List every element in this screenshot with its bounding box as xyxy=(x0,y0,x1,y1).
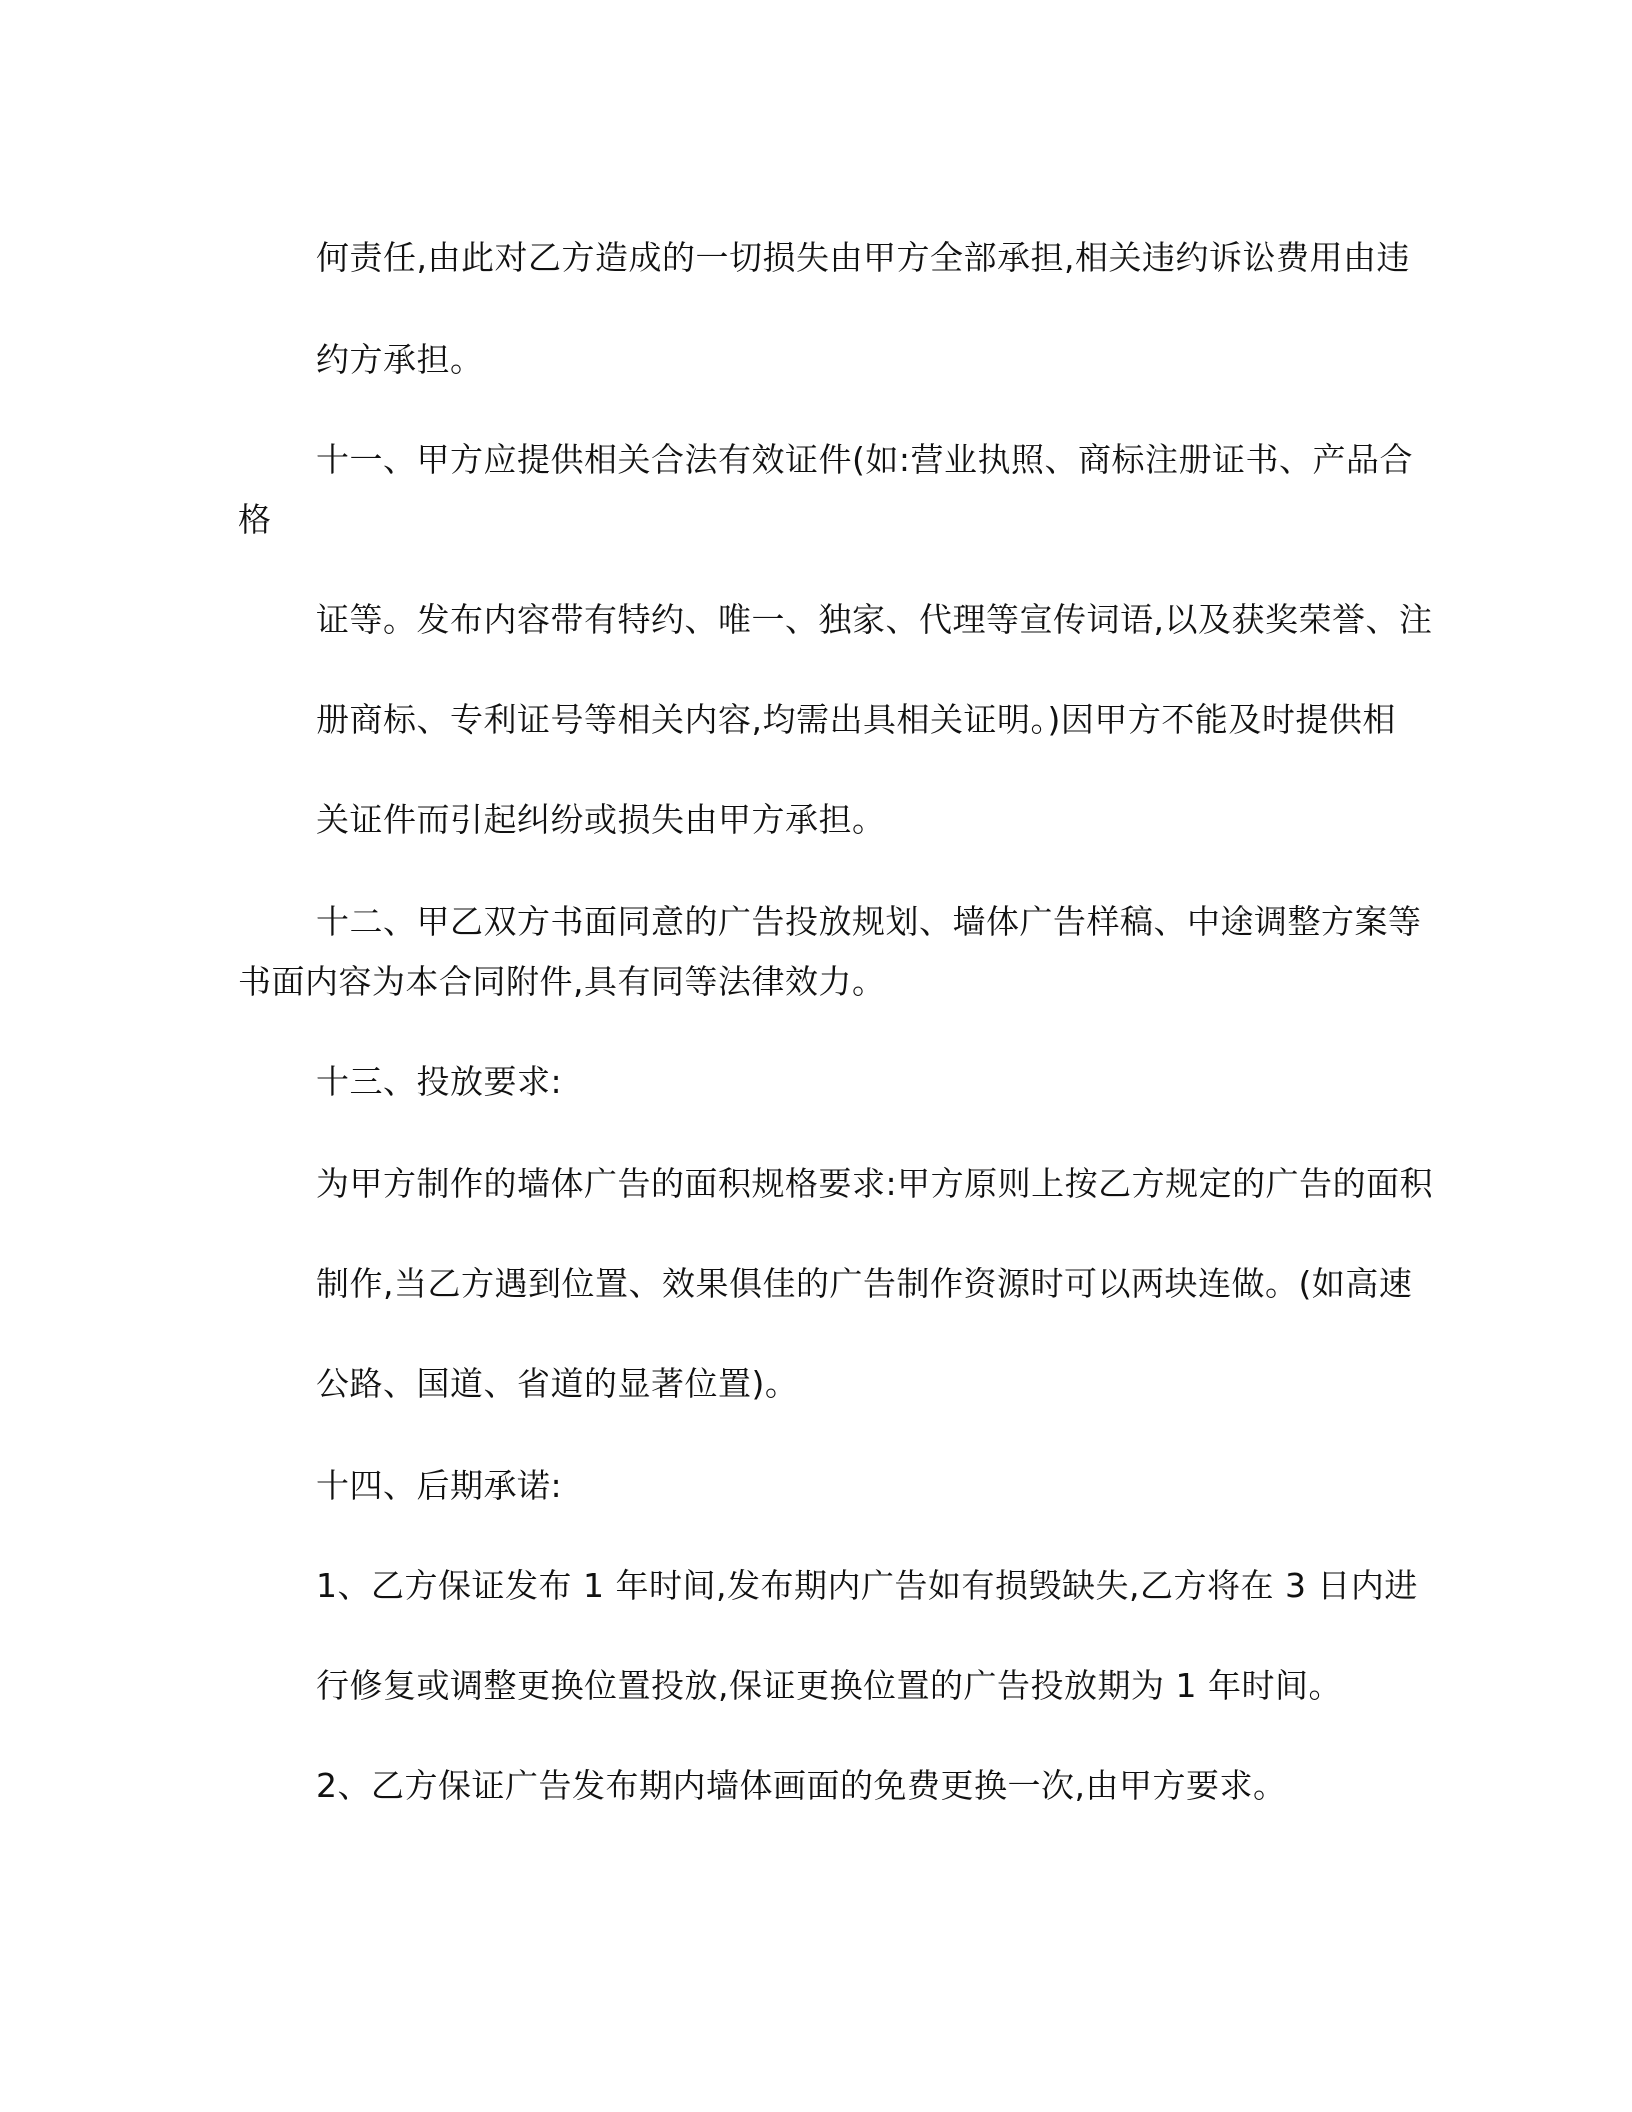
text-line: 十一、甲方应提供相关合法有效证件(如:营业执照、商标注册证书、产品合 xyxy=(316,440,1413,479)
text-line: 2、乙方保证广告发布期内墙体画面的免费更换一次,由甲方要求。 xyxy=(316,1766,1287,1805)
text-line: 格 xyxy=(238,500,272,539)
text-line: 十二、甲乙双方书面同意的广告投放规划、墙体广告样稿、中途调整方案等 xyxy=(316,902,1422,941)
text-line: 册商标、专利证号等相关内容,均需出具相关证明。)因甲方不能及时提供相 xyxy=(316,700,1396,739)
text-line: 公路、国道、省道的显著位置)。 xyxy=(316,1364,799,1403)
text-line: 约方承担。 xyxy=(316,340,484,379)
text-line: 何责任,由此对乙方造成的一切损失由甲方全部承担,相关违约诉讼费用由违 xyxy=(316,238,1410,277)
text-line: 书面内容为本合同附件,具有同等法律效力。 xyxy=(238,962,886,1001)
text-line: 证等。发布内容带有特约、唯一、独家、代理等宣传词语,以及获奖荣誉、注 xyxy=(316,600,1433,639)
text-line: 十三、投放要求: xyxy=(316,1062,563,1101)
text-line: 行修复或调整更换位置投放,保证更换位置的广告投放期为 1 年时间。 xyxy=(316,1666,1342,1705)
text-line: 为甲方制作的墙体广告的面积规格要求:甲方原则上按乙方规定的广告的面积 xyxy=(316,1164,1434,1203)
text-line: 1、乙方保证发布 1 年时间,发布期内广告如有损毁缺失,乙方将在 3 日内进 xyxy=(316,1566,1418,1605)
text-line: 十四、后期承诺: xyxy=(316,1466,563,1505)
text-line: 制作,当乙方遇到位置、效果俱佳的广告制作资源时可以两块连做。(如高速 xyxy=(316,1264,1413,1303)
text-line: 关证件而引起纠纷或损失由甲方承担。 xyxy=(316,800,886,839)
